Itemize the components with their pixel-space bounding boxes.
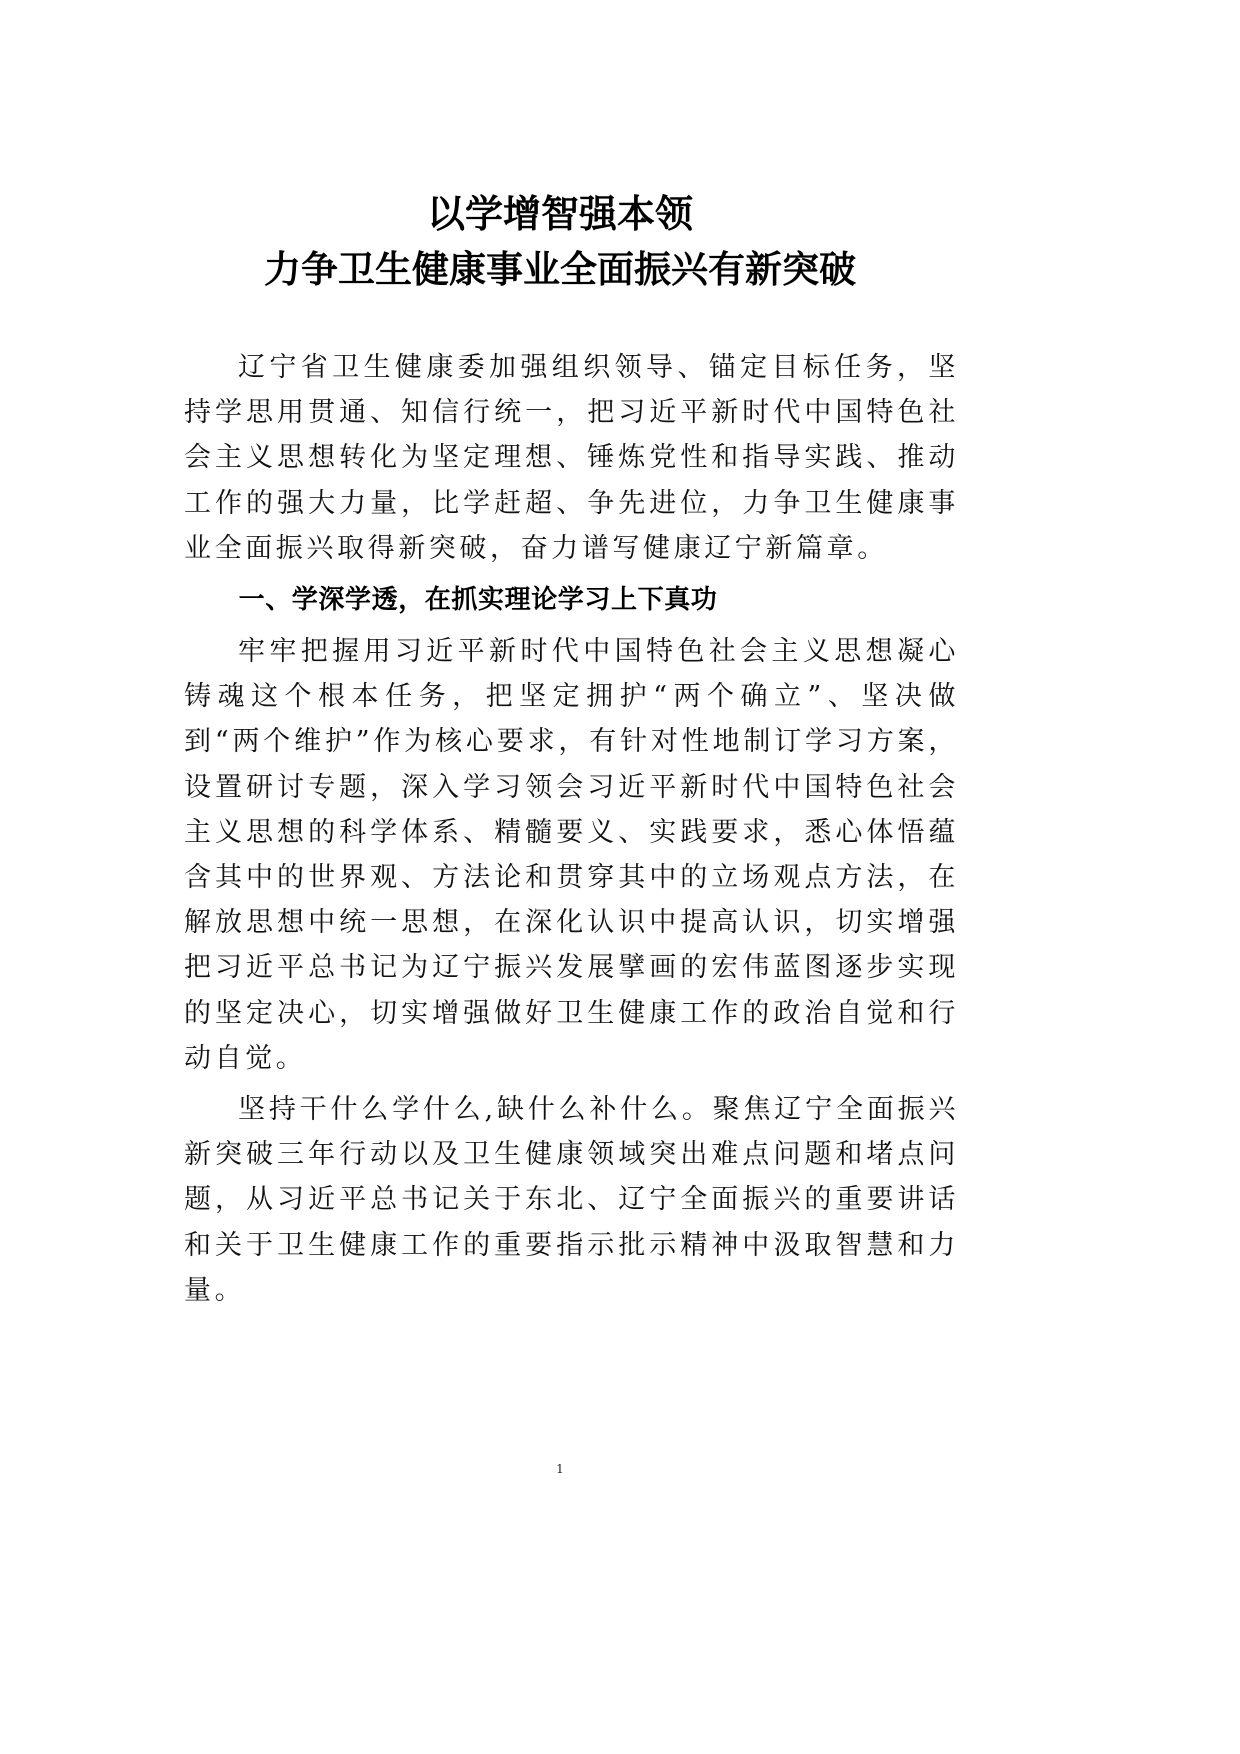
paragraph-intro: 辽宁省卫生健康委加强组织领导、锚定目标任务，坚持学思用贯通、知信行统一，把习近平新时代中国特色社会主义思想转化为坚定理想、锤炼党性和指导实践、推动工作的强大力量，比学赶超、争先进位，力争卫生健康事业全面振兴取得新突破，奋力谱写健康辽宁新篇章。 bbox=[184, 352, 959, 564]
section-heading: 一、学深学透，在抓实理论学习上下真功 bbox=[238, 585, 718, 616]
document-body bbox=[184, 345, 959, 1313]
title-line-2: 力争卫生健康事业全面振兴有新突破 bbox=[264, 248, 856, 291]
page-number: 1 bbox=[556, 1462, 564, 1476]
paragraph-section-1: 牢牢把握用习近平新时代中国特色社会主义思想凝心铸魂这个根本任务，把坚定拥护“两个确立”、坚决做到“两个维护”作为核心要求，有针对性地制订学习方案，设置研讨专题，深入学习领会习近平新时代中国特色社会主义思想的科学体系、精髓要义、实践要求，悉心体悟蕴含其中的世界观、方法论和贯穿其中的立场观点方法，在解放思想中统一思想，在深化认识中提高认识，切实增强把习近平总书记为辽宁振兴发展擘画的宏伟蓝图逐步实现的坚定决心，切实增强做好卫生健康工作的政治自觉和行动自觉。 bbox=[184, 636, 959, 1074]
document-title bbox=[0, 186, 1120, 298]
title-line-1: 以学增智强本领 bbox=[426, 192, 693, 236]
paragraph-section-2: 坚持干什么学什么,缺什么补什么。聚焦辽宁全面振兴新突破三年行动以及卫生健康领域突出难点问题和堵点问题，从习近平总书记关于东北、辽宁全面振兴的重要讲话和关于卫生健康工作的重要指示批示精神中汲取智慧和力量。 bbox=[184, 1094, 959, 1306]
